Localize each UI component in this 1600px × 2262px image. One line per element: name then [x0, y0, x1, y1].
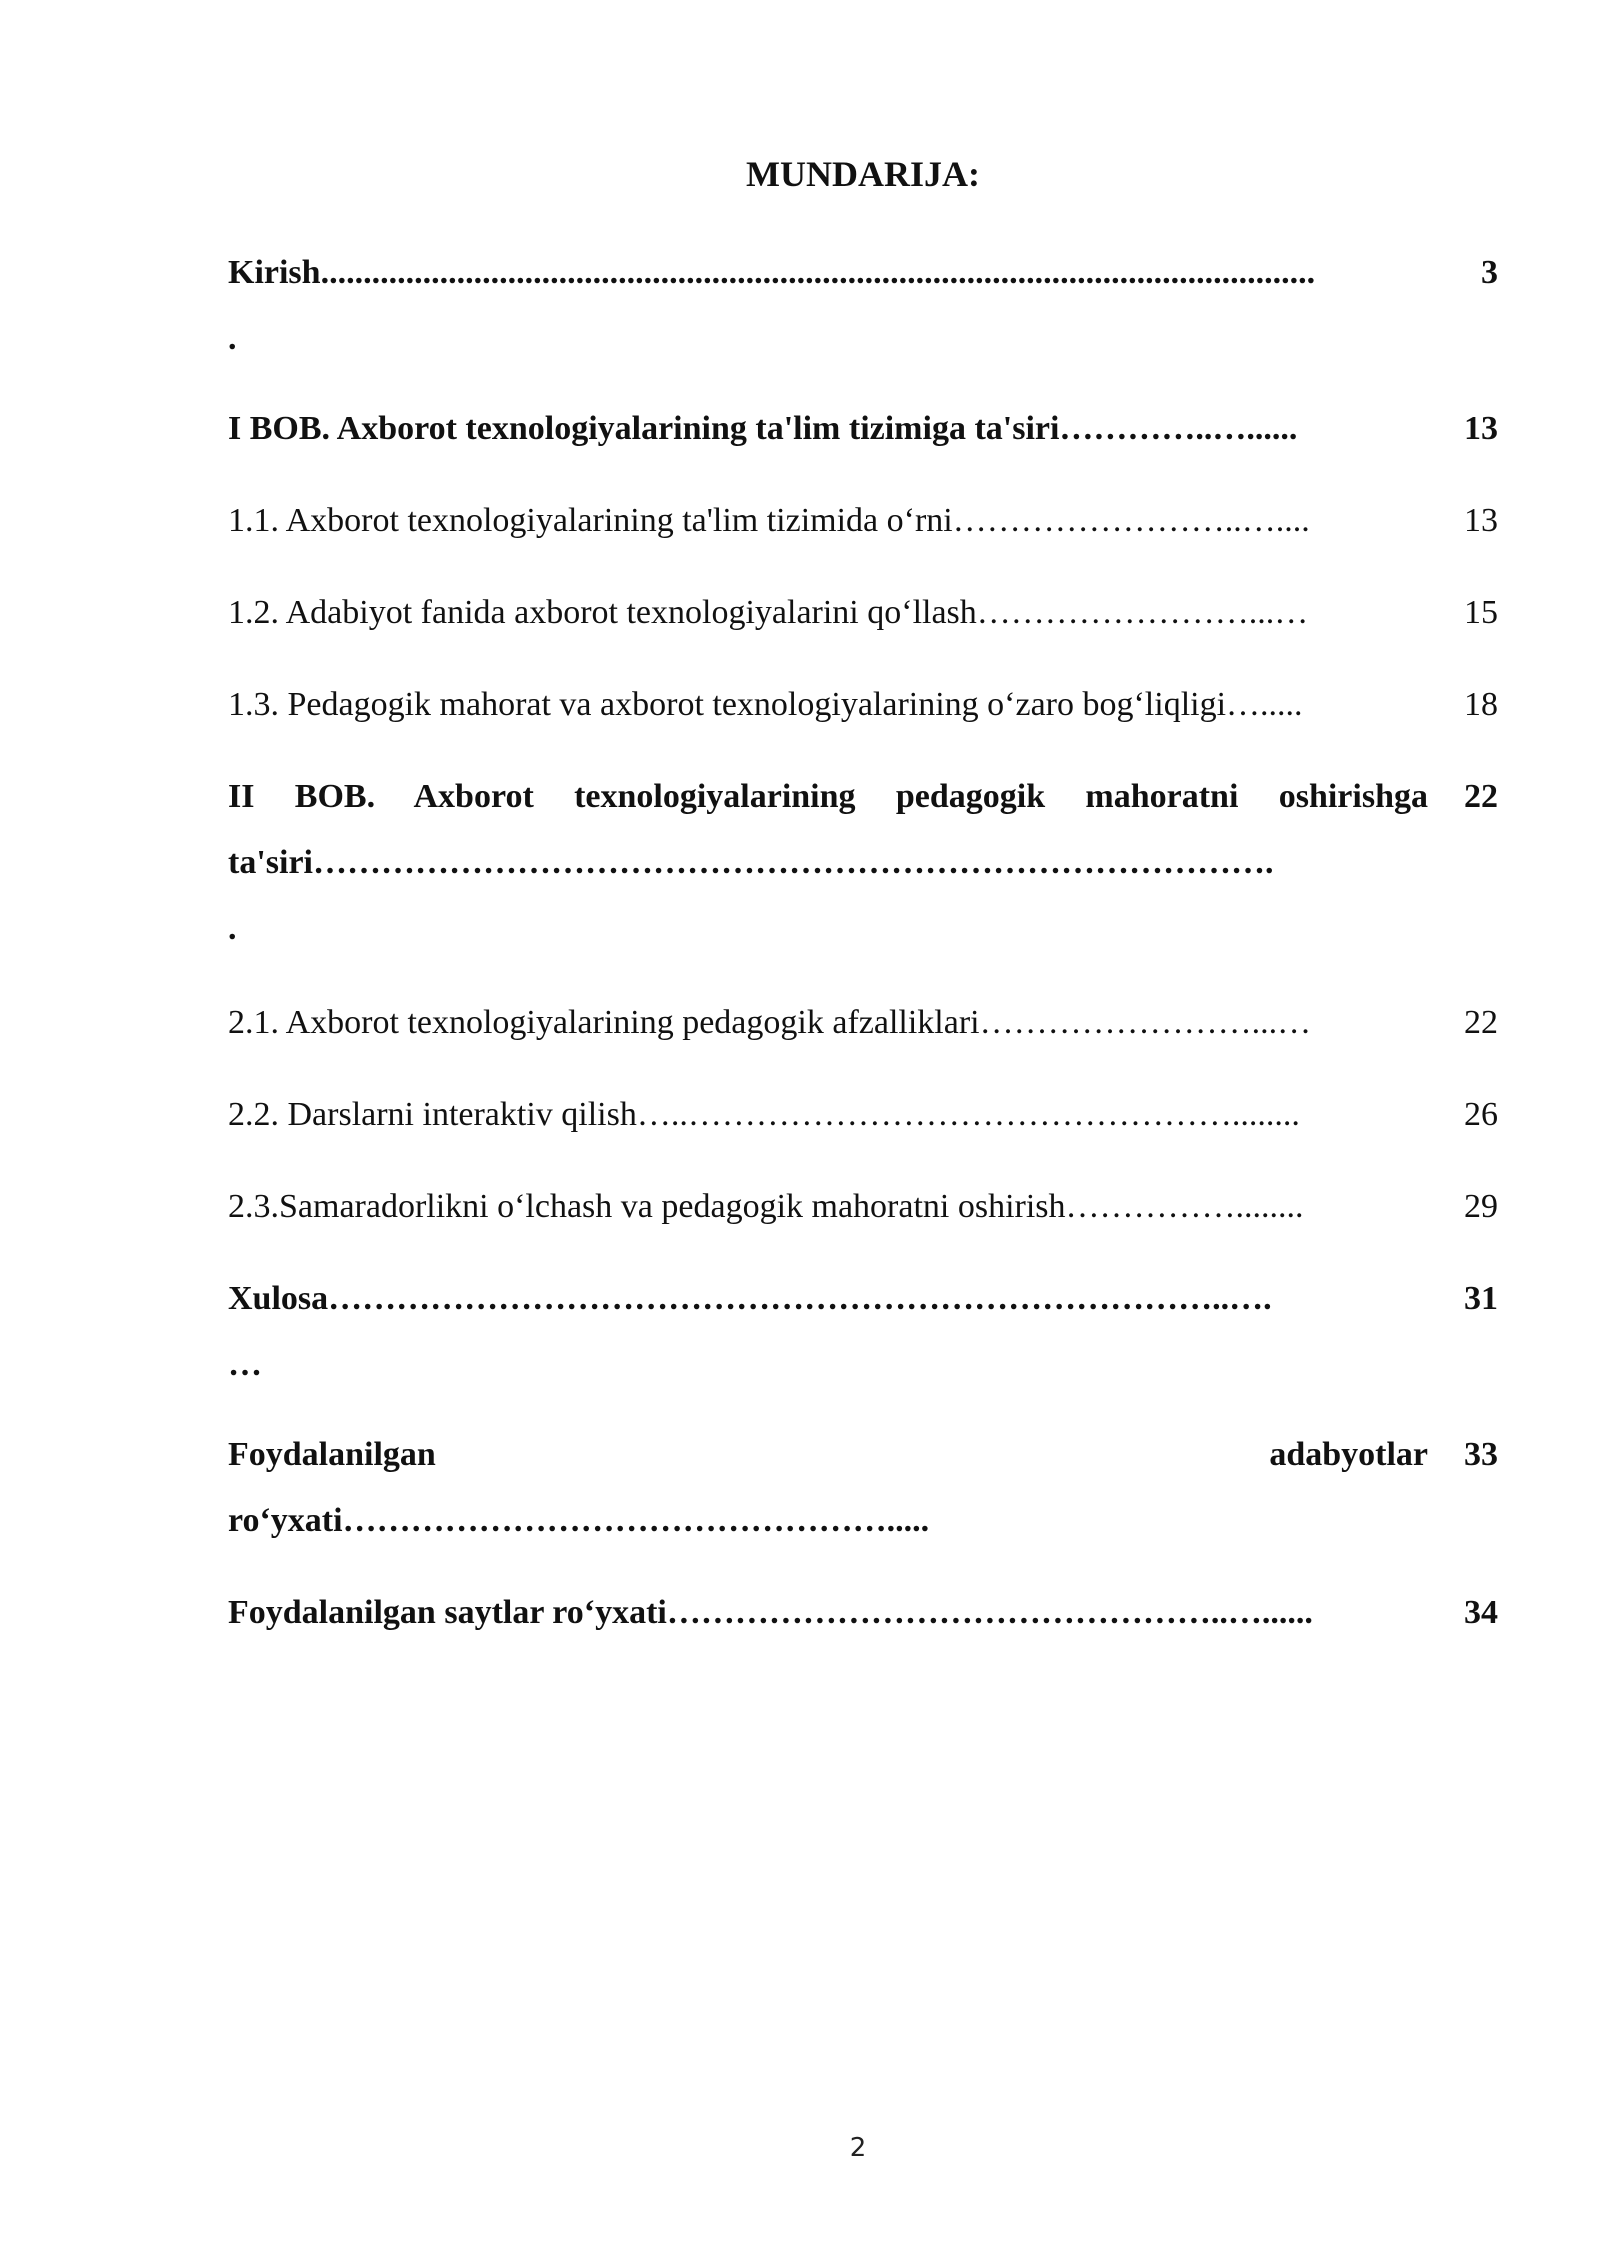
toc-entry-page: 26	[1464, 1096, 1498, 1133]
toc-entry-text: 2.3.Samaradorlikni o‘lchash va pedagogik mahoratni oshirish……………........	[228, 1188, 1304, 1225]
toc-entry-page: 33	[1464, 1436, 1498, 1473]
toc-entry-text: 1.2. Adabiyot fanida axborot texnologiyalarini qo‘llash……………………...…	[228, 594, 1309, 631]
toc-entry-text: Foydalanilgan saytlar ro‘yxati…………………………………………..…......	[228, 1594, 1313, 1631]
toc-entry-tail: .	[228, 910, 237, 947]
toc-entry-text: Xulosa……………………………………………………………………..….	[228, 1280, 1272, 1317]
toc-entry-text: 2.1. Axborot texnologiyalarining pedagogik afzalliklari……………………...…	[228, 1004, 1312, 1041]
toc-entry-text: 2.2. Darslarni interaktiv qilish…..…………………………………………........	[228, 1096, 1300, 1133]
toc-entry-page: 3	[1481, 254, 1498, 291]
toc-entry-page: 15	[1464, 594, 1498, 631]
toc-entry-tail: .	[228, 320, 237, 357]
page-number: 2	[849, 2133, 867, 2163]
toc-entry-text-line1	[228, 1422, 1428, 1488]
toc-entry-page: 22	[1464, 778, 1498, 815]
toc-entry-page: 22	[1464, 1004, 1498, 1041]
toc-entry-text: 1.1. Axborot texnologiyalarining ta'lim tizimida o‘rni……………………..…....	[228, 502, 1310, 539]
toc-entry-text: II BOB. Axborot texnologiyalarining pedagogik mahoratni oshirishga	[228, 778, 1428, 815]
toc-entry-text: ro‘yxati………………………………………….....	[228, 1502, 930, 1539]
toc-entry-text: Kirish.....................................................................................................................	[228, 254, 1316, 291]
toc-entry-page: 18	[1464, 686, 1498, 723]
toc-entry-text-right: adabyotlar	[1269, 1436, 1428, 1473]
toc-entry-text: ta'siri………………………………………………………………………….	[228, 844, 1274, 881]
toc-entry-page: 34	[1464, 1594, 1498, 1631]
toc-entry-text-left: Foydalanilgan	[228, 1436, 436, 1473]
toc-entry-text-line1	[228, 764, 1428, 830]
toc-entry-text: I BOB. Axborot texnologiyalarining ta'lim tizimiga ta'siri…………..…......	[228, 410, 1298, 447]
toc-entry-page: 31	[1464, 1280, 1498, 1317]
toc-entry-tail: …	[228, 1346, 262, 1383]
toc-entry-text: 1.3. Pedagogik mahorat va axborot texnologiyalarining o‘zaro bog‘liqligi….....	[228, 686, 1303, 723]
toc-entry-page: 13	[1464, 410, 1498, 447]
page-title: MUNDARIJA:	[746, 154, 980, 194]
toc-entry-page: 13	[1464, 502, 1498, 539]
toc-entry-page: 29	[1464, 1188, 1498, 1225]
